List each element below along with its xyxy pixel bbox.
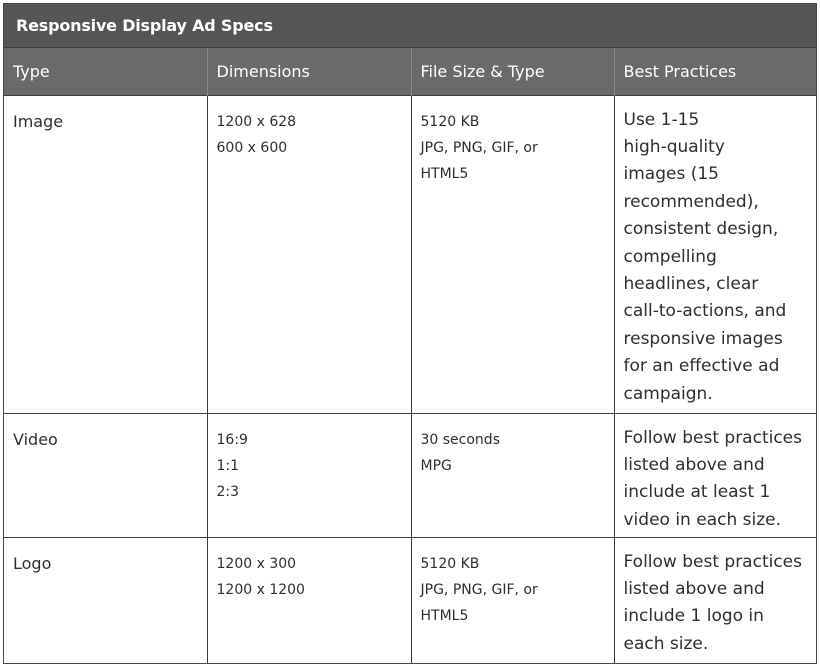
cell-dimensions (207, 95, 411, 413)
practice-line: high-quality (623, 136, 725, 157)
practice-line: consistent design, (623, 219, 779, 240)
cell-type (4, 537, 207, 663)
practice-line: images (15 (623, 164, 719, 185)
file-line: JPG, PNG, GIF, or (420, 139, 538, 156)
ad-specs-table (4, 48, 816, 663)
file-line: 5120 KB (420, 113, 480, 130)
cell-file-size-type (411, 413, 614, 537)
file-line: JPG, PNG, GIF, or (420, 581, 538, 598)
practice-line: include at least 1 (623, 482, 771, 503)
cell-dimensions (207, 537, 411, 663)
table-row-logo (4, 537, 816, 663)
ad-specs-table-container (3, 3, 817, 664)
file-line: MPG (420, 457, 452, 474)
column-header-best-practices: Best Practices (614, 48, 816, 95)
practice-line: listed above and (623, 578, 765, 599)
cell-type-text: Video (13, 429, 58, 449)
cell-type (4, 95, 207, 413)
cell-type-text: Logo (13, 553, 52, 573)
dimension-line: 1:1 (216, 457, 240, 474)
practice-line: recommended), (623, 191, 759, 212)
column-header-file-size-type: File Size & Type (411, 48, 614, 95)
file-line: 30 seconds (420, 431, 500, 448)
practice-line: Follow best practices (623, 551, 802, 572)
cell-file-size-type (411, 537, 614, 663)
cell-best-practices (614, 537, 816, 663)
table-header-row (4, 48, 816, 95)
cell-dimensions (207, 413, 411, 537)
practice-line: call-to-actions, and (623, 301, 787, 322)
file-line: HTML5 (420, 607, 469, 624)
practice-line: headlines, clear (623, 273, 759, 294)
dimension-line: 1200 x 628 (216, 113, 297, 130)
practice-line: include 1 logo in (623, 606, 764, 627)
practice-line: video in each size. (623, 509, 782, 530)
file-line: HTML5 (420, 165, 469, 182)
practice-line: Follow best practices (623, 427, 802, 448)
practice-line: compelling (623, 246, 717, 267)
column-header-type: Type (4, 48, 207, 95)
cell-type (4, 413, 207, 537)
cell-best-practices (614, 95, 816, 413)
dimension-line: 1200 x 300 (216, 555, 297, 572)
cell-file-size-type (411, 95, 614, 413)
table-row-video (4, 413, 816, 537)
practice-line: Use 1-15 (623, 109, 700, 130)
cell-best-practices (614, 413, 816, 537)
table-title-bar (4, 4, 816, 48)
cell-type-text: Image (13, 111, 64, 131)
practice-line: responsive images (623, 328, 783, 349)
practice-line: campaign. (623, 383, 713, 404)
column-header-dimensions: Dimensions (207, 48, 411, 95)
practice-line: listed above and (623, 454, 765, 475)
dimension-line: 1200 x 1200 (216, 581, 305, 598)
table-row-image (4, 95, 816, 413)
dimension-line: 16:9 (216, 431, 248, 448)
file-line: 5120 KB (420, 555, 480, 572)
practice-line: each size. (623, 633, 709, 654)
dimension-line: 2:3 (216, 483, 240, 500)
practice-line: for an effective ad (623, 356, 780, 377)
dimension-line: 600 x 600 (216, 139, 288, 156)
table-title: Responsive Display Ad Specs (16, 16, 273, 35)
